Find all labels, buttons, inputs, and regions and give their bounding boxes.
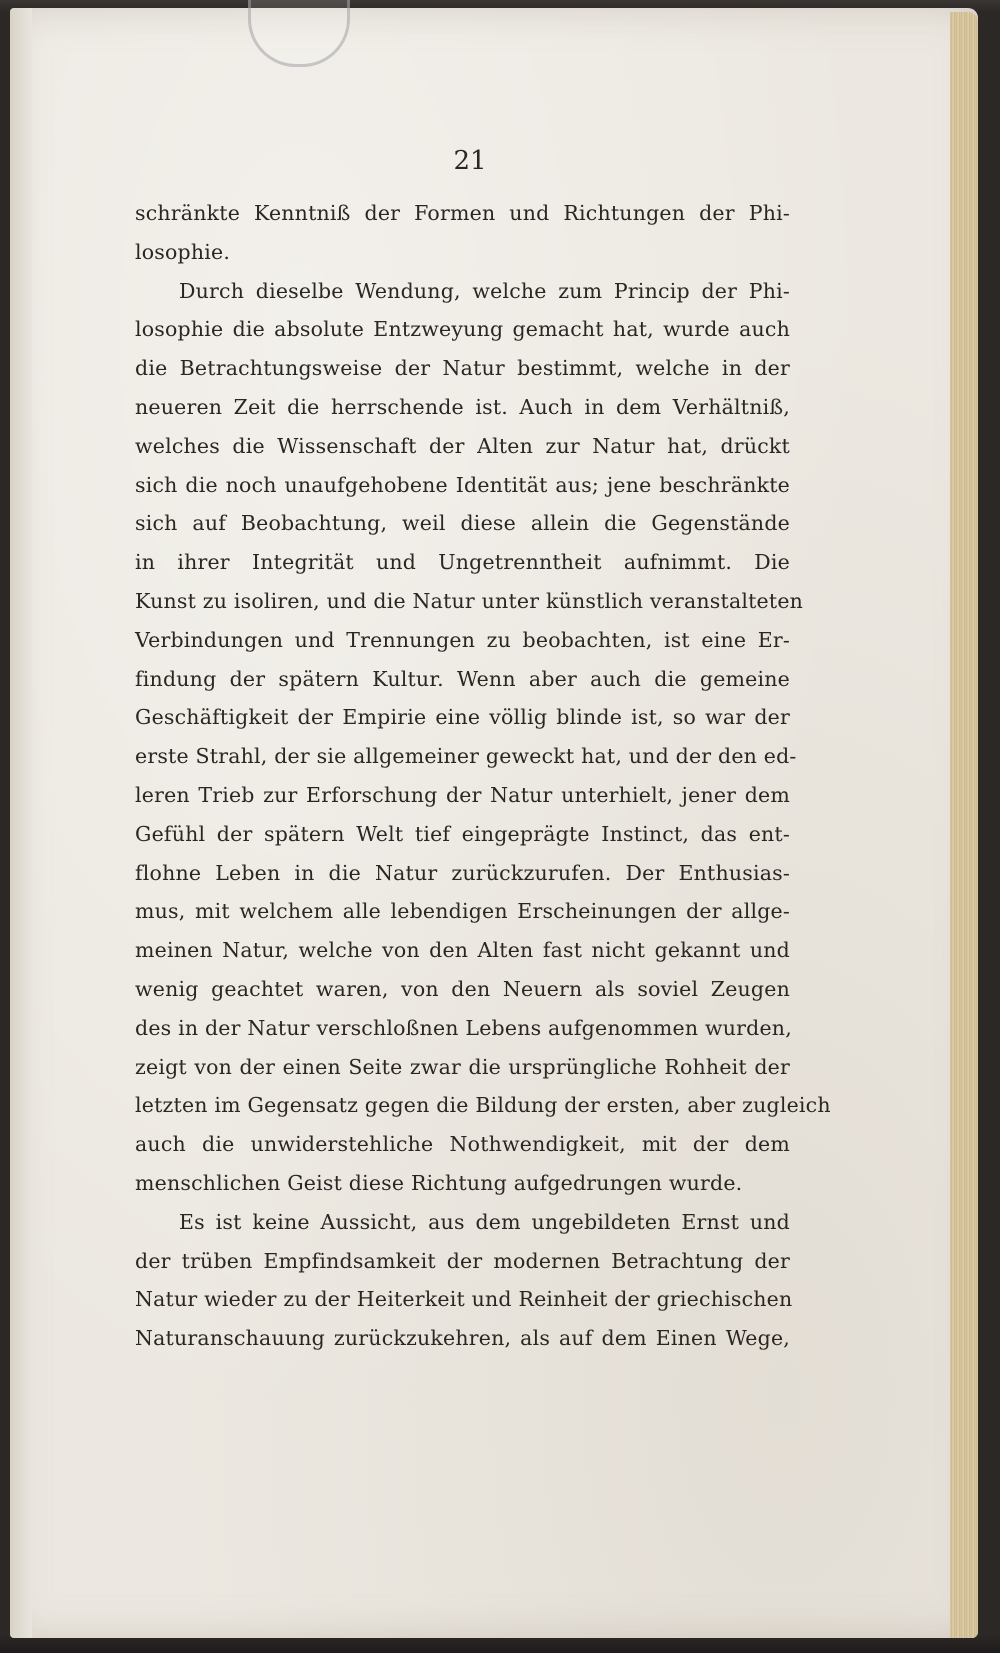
text-line: wenig geachtet waren, von den Neuern als soviel Zeugen: [135, 976, 790, 1001]
text-line: Durch dieselbe Wendung, welche zum Princip der Phi-: [179, 278, 790, 303]
text-line: des in der Natur verschloßnen Lebens aufgenommen wurden,: [135, 1015, 792, 1040]
text-line: menschlichen Geist diese Richtung aufgedrungen wurde.: [135, 1170, 743, 1195]
text-line: mus, mit welchem alle lebendigen Erscheinungen der allge-: [135, 899, 790, 924]
body-text: [135, 194, 831, 1358]
text-line: Kunst zu isoliren, und die Natur unter künstlich veranstalteten: [135, 588, 804, 613]
text-line: zeigt von der einen Seite zwar die ursprüngliche Rohheit der: [135, 1054, 790, 1079]
page-number: 21: [453, 146, 487, 176]
text-line: erste Strahl, der sie allgemeiner geweckt hat, und der den ed-: [135, 744, 797, 769]
text-line: leren Trieb zur Erforschung der Natur unterhielt, jener dem: [135, 782, 790, 807]
text-line: Es ist keine Aussicht, aus dem ungebildeten Ernst und: [179, 1209, 790, 1234]
text-line: schränkte Kenntniß der Formen und Richtungen der Phi-: [135, 201, 790, 225]
text-line: Geschäftigkeit der Empirie eine völlig blinde ist, so war der: [135, 705, 790, 730]
book-page: [10, 8, 978, 1638]
text-line: Verbindungen und Trennungen zu beobachten, ist eine Er-: [135, 627, 790, 652]
paper-clip-mark: [248, 0, 350, 67]
text-line: in ihrer Integrität und Ungetrenntheit aufnimmt. Die: [135, 550, 790, 575]
text-line: meinen Natur, welche von den Alten fast nicht gekannt und: [135, 938, 790, 963]
page-fore-edge: [950, 12, 978, 1638]
text-line: neueren Zeit die herrschende ist. Auch in dem Verhältniß,: [135, 394, 790, 419]
text-line: findung der spätern Kultur. Wenn aber auch die gemeine: [135, 666, 790, 691]
text-line: der trüben Empfindsamkeit der modernen Betrachtung der: [135, 1248, 790, 1273]
text-line: welches die Wissenschaft der Alten zur Natur hat, drückt: [135, 433, 790, 458]
text-line: Natur wieder zu der Heiterkeit und Reinheit der griechischen: [135, 1287, 793, 1312]
text-line: auch die unwiderstehliche Nothwendigkeit, mit der dem: [135, 1132, 790, 1157]
text-line: flohne Leben in die Natur zurückzurufen. Der Enthusias-: [135, 860, 790, 885]
text-line: losophie die absolute Entzweyung gemacht hat, wurde auch: [135, 317, 790, 342]
text-line: letzten im Gegensatz gegen die Bildung der ersten, aber zugleich: [135, 1093, 831, 1118]
text-line: Gefühl der spätern Welt tief eingeprägte Instinct, das ent-: [135, 821, 790, 846]
text-line: losophie.: [135, 239, 231, 264]
text-line: Naturanschauung zurückzukehren, als auf dem Einen Wege,: [135, 1326, 790, 1351]
page-gutter: [10, 8, 32, 1638]
text-line: sich die noch unaufgehobene Identität aus; jene beschränkte: [135, 472, 790, 497]
text-line: sich auf Beobachtung, weil diese allein die Gegenstände: [135, 511, 790, 536]
text-line: die Betrachtungsweise der Natur bestimmt, welche in der: [135, 356, 790, 381]
